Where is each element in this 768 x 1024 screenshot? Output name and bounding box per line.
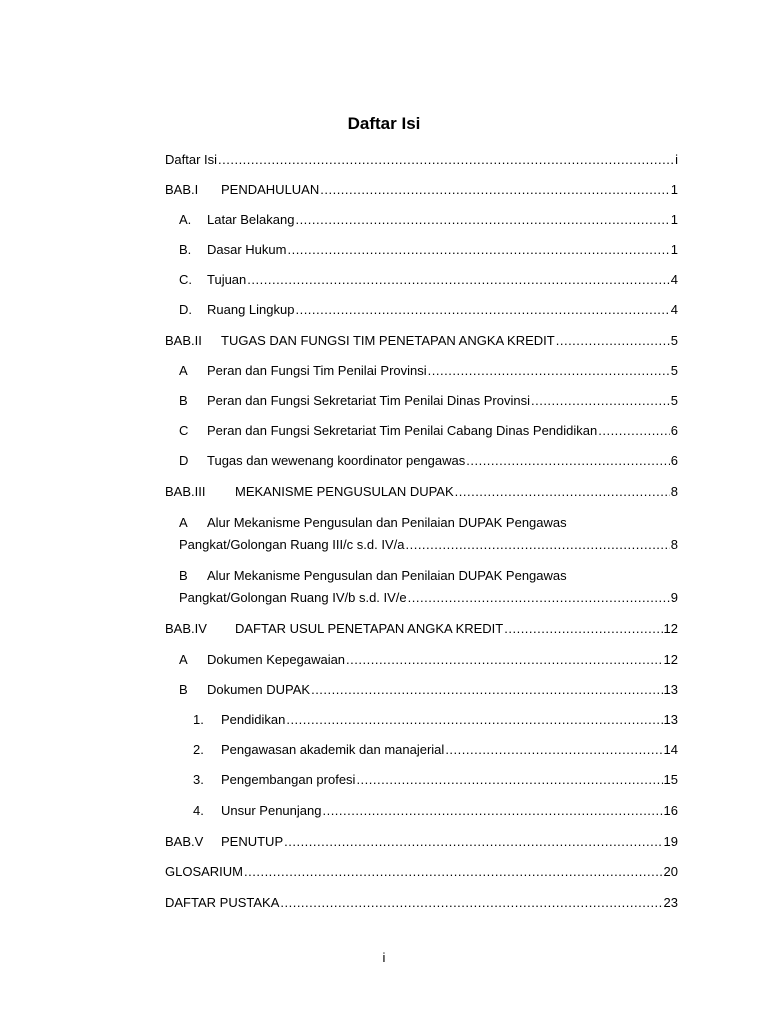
toc-entry[interactable] — [165, 483, 678, 501]
toc-entry-label: D — [179, 453, 189, 468]
toc-entry-page: 14 — [663, 742, 678, 757]
toc-entry-first-line[interactable] — [179, 514, 679, 532]
toc-entry-title: PENDAHULUAN — [221, 182, 320, 197]
toc-entry-label: A — [179, 363, 188, 378]
page-title: Daftar Isi — [347, 114, 421, 133]
toc-entry[interactable] — [193, 802, 678, 820]
toc-entry-title: Tugas dan wewenang koordinator pengawas — [207, 453, 466, 468]
toc-entry-page: 8 — [670, 484, 678, 499]
toc-entry-label: B — [179, 393, 188, 408]
toc-entry[interactable] — [165, 894, 678, 912]
toc-entry-title: PENUTUP — [221, 834, 284, 849]
toc-entry[interactable] — [165, 181, 678, 199]
toc-entry-label: A. — [179, 212, 192, 227]
toc-entry-label: B — [179, 568, 188, 583]
toc-entry-title: MEKANISME PENGUSULAN DUPAK — [235, 484, 454, 499]
dot-leader — [295, 301, 669, 319]
toc-entry-page: 19 — [663, 834, 678, 849]
toc-entry-continuation: Pangkat/Golongan Ruang III/c s.d. IV/a — [179, 537, 405, 552]
dot-leader — [405, 536, 669, 554]
toc-entry[interactable] — [179, 681, 678, 699]
dot-leader — [320, 181, 670, 199]
dot-leader — [455, 483, 670, 501]
toc-entry[interactable] — [179, 452, 678, 470]
toc-entry-page: 5 — [670, 393, 678, 408]
dot-leader — [466, 452, 670, 470]
dot-leader — [295, 211, 669, 229]
toc-entry-page: 1 — [670, 242, 678, 257]
toc-entry-page: 13 — [663, 712, 678, 727]
toc-entry-page: 16 — [663, 803, 678, 818]
toc-entry-title: TUGAS DAN FUNGSI TIM PENETAPAN ANGKA KREDIT — [221, 333, 555, 348]
toc-entry-page: 13 — [663, 682, 678, 697]
dot-leader — [356, 771, 662, 789]
toc-entry-page: 5 — [670, 363, 678, 378]
toc-entry-label: BAB.II — [165, 333, 202, 348]
dot-leader — [531, 392, 670, 410]
toc-entry-title: Dokumen DUPAK — [207, 682, 311, 697]
toc-entry[interactable] — [165, 151, 678, 169]
toc-entry-title: Tujuan — [207, 272, 247, 287]
toc-entry[interactable] — [165, 332, 678, 350]
toc-entry-title: Alur Mekanisme Pengusulan dan Penilaian DUPAK Pengawas — [207, 568, 567, 583]
toc-entry[interactable] — [165, 620, 678, 638]
toc-entry-title: Dokumen Kepegawaian — [207, 652, 346, 667]
dot-leader — [280, 894, 662, 912]
dot-leader — [408, 589, 670, 607]
toc-entry-label: 1. — [193, 712, 204, 727]
toc-entry-page: 20 — [663, 864, 678, 879]
toc-entry-title: Unsur Penunjang — [221, 803, 322, 818]
toc-entry[interactable] — [165, 833, 678, 851]
toc-entry-title: Daftar Isi — [165, 152, 218, 167]
toc-entry[interactable] — [179, 589, 678, 607]
dot-leader — [287, 241, 669, 259]
toc-entry-title: Peran dan Fungsi Sekretariat Tim Penilai Dinas Provinsi — [207, 393, 530, 408]
toc-entry-label: BAB.V — [165, 834, 204, 849]
toc-entry-label: BAB.IV — [165, 621, 207, 636]
toc-entry-page: 5 — [670, 333, 678, 348]
toc-entry[interactable] — [179, 211, 678, 229]
toc-entry-title: Dasar Hukum — [207, 242, 287, 257]
toc-entry[interactable] — [193, 711, 678, 729]
toc-entry-continuation: Pangkat/Golongan Ruang IV/b s.d. IV/e — [179, 590, 407, 605]
toc-entry-page: i — [675, 152, 678, 167]
toc-entry-label: 4. — [193, 803, 204, 818]
toc-entry-page: 6 — [670, 453, 678, 468]
toc-entry-page: 15 — [663, 772, 678, 787]
toc-entry-title: Pendidikan — [221, 712, 286, 727]
toc-entry[interactable] — [179, 392, 678, 410]
toc-entry-title: Peran dan Fungsi Sekretariat Tim Penilai Cabang Dinas Pendidikan — [207, 423, 598, 438]
dot-leader — [286, 711, 662, 729]
toc-entry-title: DAFTAR PUSTAKA — [165, 895, 280, 910]
toc-entry-label: B — [179, 682, 188, 697]
dot-leader — [556, 332, 670, 350]
toc-entry-label: D. — [179, 302, 192, 317]
toc-entry-title: Alur Mekanisme Pengusulan dan Penilaian DUPAK Pengawas — [207, 515, 567, 530]
dot-leader — [311, 681, 662, 699]
dot-leader — [218, 151, 674, 169]
dot-leader — [346, 651, 662, 669]
toc-entry[interactable] — [193, 771, 678, 789]
toc-entry-label: BAB.III — [165, 484, 206, 499]
toc-entry[interactable] — [179, 241, 678, 259]
dot-leader — [428, 362, 670, 380]
toc-entry-title: Ruang Lingkup — [207, 302, 295, 317]
toc-entry-label: A — [179, 515, 188, 530]
toc-entry-title: Pengembangan profesi — [221, 772, 356, 787]
toc-entry-page: 6 — [670, 423, 678, 438]
toc-entry-label: 2. — [193, 742, 204, 757]
toc-entry-page: 23 — [663, 895, 678, 910]
toc-entry-title: Latar Belakang — [207, 212, 295, 227]
toc-entry-label: 3. — [193, 772, 204, 787]
toc-entry[interactable] — [179, 536, 678, 554]
toc-entry[interactable] — [179, 422, 678, 440]
toc-entry-title: DAFTAR USUL PENETAPAN ANGKA KREDIT — [235, 621, 504, 636]
toc-entry-label: C — [179, 423, 189, 438]
toc-entry-page: 8 — [670, 537, 678, 552]
toc-entry-page: 1 — [670, 212, 678, 227]
toc-entry-first-line[interactable] — [179, 567, 679, 585]
toc-entry-page: 12 — [663, 652, 678, 667]
dot-leader — [284, 833, 662, 851]
toc-entry-page: 9 — [670, 590, 678, 605]
dot-leader — [598, 422, 670, 440]
toc-entry-page: 4 — [670, 302, 678, 317]
toc-entry[interactable] — [179, 362, 678, 380]
toc-entry-label: BAB.I — [165, 182, 199, 197]
dot-leader — [322, 802, 662, 820]
toc-entry-page: 4 — [670, 272, 678, 287]
toc-entry-page: 1 — [670, 182, 678, 197]
toc-entry[interactable] — [179, 301, 678, 319]
toc-entry-label: C. — [179, 272, 192, 287]
dot-leader — [244, 863, 663, 881]
page-number: i — [382, 950, 386, 965]
toc-entry-label: B. — [179, 242, 192, 257]
toc-entry-title: Pengawasan akademik dan manajerial — [221, 742, 445, 757]
toc-entry-page: 12 — [663, 621, 678, 636]
dot-leader — [445, 741, 662, 759]
dot-leader — [504, 620, 662, 638]
toc-entry-label: A — [179, 652, 188, 667]
toc-entry[interactable] — [193, 741, 678, 759]
toc-entry-title: Peran dan Fungsi Tim Penilai Provinsi — [207, 363, 427, 378]
toc-entry[interactable] — [179, 271, 678, 289]
toc-entry[interactable] — [165, 863, 678, 881]
toc-entry-title: GLOSARIUM — [165, 864, 244, 879]
dot-leader — [247, 271, 669, 289]
toc-entry[interactable] — [179, 651, 678, 669]
